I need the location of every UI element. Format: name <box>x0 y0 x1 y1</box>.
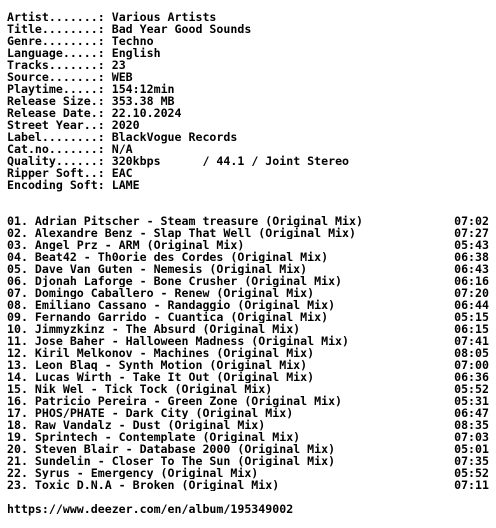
track-row <box>7 311 489 323</box>
info-key: Quality......: <box>7 154 105 168</box>
track-row <box>7 359 489 371</box>
track-duration: 05:31 <box>454 394 489 408</box>
track-row <box>7 443 489 455</box>
track-duration: 07:41 <box>454 334 489 348</box>
track-duration: 05:15 <box>454 310 489 324</box>
track-duration: 07:11 <box>454 478 489 492</box>
track-row <box>7 275 489 287</box>
track-row <box>7 419 489 431</box>
info-key: Street Year..: <box>7 118 105 132</box>
track-row <box>7 479 489 491</box>
track-title: 19. Sprintech - Contemplate (Original Mix) <box>7 431 301 443</box>
track-title: 09. Fernando Garrido - Cuantica (Original Mix) <box>7 311 329 323</box>
info-value: 2020 <box>104 118 140 132</box>
track-row <box>7 407 489 419</box>
track-row <box>7 455 489 467</box>
info-value: 353.38 MB <box>104 94 175 108</box>
track-row <box>7 263 489 275</box>
track-row <box>7 383 489 395</box>
release-info-document <box>7 11 489 515</box>
info-value: 23 <box>104 58 126 72</box>
track-duration: 06:16 <box>454 274 489 288</box>
track-title: 21. Sundelin - Closer To The Sun (Original Mix) <box>7 455 336 467</box>
track-duration: 06:43 <box>454 262 489 276</box>
info-value: 154:12min <box>104 82 175 96</box>
info-value: Various Artists <box>104 10 217 24</box>
track-duration: 08:05 <box>454 346 489 360</box>
track-title: 23. Toxic D.N.A - Broken (Original Mix) <box>7 479 280 491</box>
info-block <box>7 11 489 191</box>
info-value: Bad Year Good Sounds <box>104 22 252 36</box>
info-key: Genre........: <box>7 34 105 48</box>
track-duration: 07:03 <box>454 430 489 444</box>
track-row <box>7 299 489 311</box>
info-key: Cat.no.......: <box>7 142 105 156</box>
track-duration: 05:43 <box>454 238 489 252</box>
track-row <box>7 227 489 239</box>
info-value: English <box>104 46 161 60</box>
track-duration: 05:52 <box>454 466 489 480</box>
track-duration: 06:38 <box>454 250 489 264</box>
info-value: LAME <box>104 178 140 192</box>
album-url: https://www.deezer.com/en/album/195349002 <box>7 502 294 516</box>
track-row <box>7 251 489 263</box>
track-duration: 07:02 <box>454 214 489 228</box>
info-key: Title........: <box>7 22 105 36</box>
info-value: BlackVogue Records <box>104 130 238 144</box>
info-key: Artist.......: <box>7 10 105 24</box>
track-duration: 05:52 <box>454 382 489 396</box>
track-title: 18. Raw Vandalz - Dust (Original Mix) <box>7 419 266 431</box>
info-key: Label........: <box>7 130 105 144</box>
info-value: N/A <box>104 142 133 156</box>
info-key: Playtime.....: <box>7 82 105 96</box>
track-title: 12. Kiril Melkonov - Machines (Original Mix) <box>7 347 315 359</box>
track-row <box>7 335 489 347</box>
track-title: 11. Jose Baher - Halloween Madness (Original Mix) <box>7 335 350 347</box>
info-value: EAC <box>104 166 133 180</box>
track-duration: 07:00 <box>454 358 489 372</box>
track-title: 04. Beat42 - Th0orie des Cordes (Original Mix) <box>7 251 329 263</box>
track-row <box>7 371 489 383</box>
track-title: 17. PHOS/PHATE - Dark City (Original Mix) <box>7 407 294 419</box>
track-row <box>7 215 489 227</box>
track-title: 08. Emiliano Cassano - Randaggio (Original Mix) <box>7 299 336 311</box>
track-row <box>7 239 489 251</box>
track-row <box>7 467 489 479</box>
track-row <box>7 287 489 299</box>
info-key: Source.......: <box>7 70 105 84</box>
track-row <box>7 431 489 443</box>
track-title: 10. Jimmyzkinz - The Absurd (Original Mix) <box>7 323 301 335</box>
tracklist <box>7 215 489 491</box>
track-title: 02. Alexandre Benz - Slap That Well (Original Mix) <box>7 227 357 239</box>
track-row <box>7 395 489 407</box>
track-duration: 06:44 <box>454 298 489 312</box>
track-title: 01. Adrian Pitscher - Steam treasure (Original Mix) <box>7 215 363 227</box>
track-title: 14. Lucas Wirth - Take It Out (Original Mix) <box>7 371 315 383</box>
track-title: 07. Domingo Caballero - Renew (Original Mix) <box>7 287 315 299</box>
track-title: 13. Leon Blaq - Synth Motion (Original Mix) <box>7 359 308 371</box>
track-title: 16. Patricio Pereira - Green Zone (Original Mix) <box>7 395 343 407</box>
track-row <box>7 323 489 335</box>
info-value: WEB <box>104 70 133 84</box>
track-duration: 06:36 <box>454 370 489 384</box>
track-duration: 05:01 <box>454 442 489 456</box>
info-key: Tracks.......: <box>7 58 105 72</box>
info-value: 22.10.2024 <box>104 106 182 120</box>
info-value: 320kbps / 44.1 / Joint Stereo <box>104 154 350 168</box>
info-key: Ripper Soft..: <box>7 166 105 180</box>
info-key: Release Date.: <box>7 106 105 120</box>
spacer <box>7 191 489 215</box>
track-duration: 07:20 <box>454 286 489 300</box>
track-title: 22. Syrus - Emergency (Original Mix) <box>7 467 259 479</box>
track-duration: 07:35 <box>454 454 489 468</box>
track-duration: 06:15 <box>454 322 489 336</box>
info-value: Techno <box>104 34 154 48</box>
info-key: Release Size.: <box>7 94 105 108</box>
info-encoding-soft <box>7 179 489 191</box>
track-duration: 06:47 <box>454 406 489 420</box>
track-title: 20. Steven Blair - Database 2000 (Original Mix) <box>7 443 336 455</box>
track-duration: 07:27 <box>454 226 489 240</box>
track-title: 05. Dave Van Guten - Nemesis (Original Mix) <box>7 263 308 275</box>
track-title: 03. Angel Prz - ARM (Original Mix) <box>7 239 245 251</box>
info-key: Encoding Soft: <box>7 178 105 192</box>
track-row <box>7 347 489 359</box>
track-title: 06. Djonah Laforge - Bone Crusher (Original Mix) <box>7 275 343 287</box>
info-key: Language.....: <box>7 46 105 60</box>
track-duration: 08:35 <box>454 418 489 432</box>
track-title: 15. Nik Wel - Tick Tock (Original Mix) <box>7 383 273 395</box>
